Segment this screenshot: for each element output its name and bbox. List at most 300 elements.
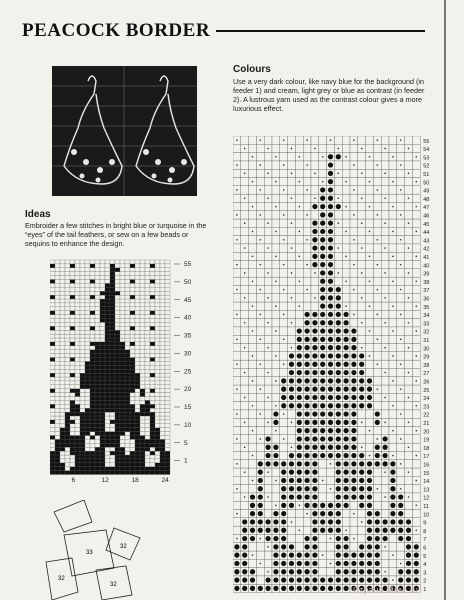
chart-cell <box>105 342 110 346</box>
stitch-dot <box>320 370 325 375</box>
stitch-dot <box>367 561 372 566</box>
stitch-dot <box>305 494 310 499</box>
stitch-dot <box>330 538 332 540</box>
stitch-dot <box>252 380 254 382</box>
chart-cell <box>60 291 65 295</box>
stitch-dot <box>345 156 347 158</box>
chart-cell <box>110 397 115 401</box>
chart-cell <box>397 144 405 152</box>
row-label: 52 <box>423 163 430 170</box>
chart-cell <box>65 268 70 272</box>
chart-cell <box>272 261 280 269</box>
chart-cell <box>140 451 145 455</box>
row-label: 15 <box>423 470 430 477</box>
chart-cell <box>280 327 288 335</box>
chart-cell <box>264 277 272 285</box>
chart-cell <box>75 400 80 404</box>
stitch-dot <box>359 387 364 392</box>
chart-cell <box>412 186 420 194</box>
stitch-dot <box>408 197 410 199</box>
chart-cell <box>75 295 80 299</box>
chart-cell <box>55 365 60 369</box>
stitch-dot <box>351 461 356 466</box>
chart-cell <box>303 302 311 310</box>
chart-cell <box>125 307 130 311</box>
chart-cell <box>280 302 288 310</box>
chart-cell <box>412 493 420 501</box>
stitch-dot <box>260 289 262 291</box>
chart-cell <box>256 451 264 459</box>
chart-cell <box>65 428 70 432</box>
chart-cell <box>303 219 311 227</box>
chart-cell <box>105 436 110 440</box>
chart-cell <box>100 268 105 272</box>
chart-cell <box>160 268 165 272</box>
chart-cell <box>405 178 413 186</box>
stitch-dot <box>414 553 419 558</box>
chart-cell <box>50 373 55 377</box>
stitch-dot <box>328 328 333 333</box>
stitch-dot <box>305 312 310 317</box>
chart-cell <box>65 451 70 455</box>
chart-cell <box>90 280 95 284</box>
chart-cell <box>70 369 75 373</box>
chart-cell <box>105 330 110 334</box>
stitch-dot <box>306 214 308 216</box>
chart-cell <box>140 322 145 326</box>
chart-cell <box>110 291 115 295</box>
row-label: 34 <box>423 313 430 320</box>
chart-cell <box>319 559 327 567</box>
chart-cell <box>150 272 155 276</box>
stitch-dot <box>250 536 255 541</box>
chart-cell <box>165 283 170 287</box>
stitch-dot <box>266 586 271 591</box>
chart-cell <box>95 416 100 420</box>
chart-cell <box>105 303 110 307</box>
chart-cell <box>90 416 95 420</box>
chart-cell <box>165 443 170 447</box>
chart-cell <box>140 381 145 385</box>
stitch-dot <box>320 337 325 342</box>
chart-cell <box>145 467 150 471</box>
chart-cell <box>358 178 366 186</box>
stitch-dot <box>322 480 324 482</box>
chart-cell <box>110 408 115 412</box>
stitch-dot <box>392 206 394 208</box>
chart-cell <box>80 404 85 408</box>
chart-cell <box>80 459 85 463</box>
stitch-dot <box>351 436 356 441</box>
chart-cell <box>155 463 160 467</box>
chart-cell <box>311 161 319 169</box>
chart-cell <box>241 410 249 418</box>
stitch-dot <box>377 438 379 440</box>
chart-cell <box>80 346 85 350</box>
stitch-dot <box>384 546 386 548</box>
chart-cell <box>55 287 60 291</box>
chart-cell <box>125 416 130 420</box>
chart-cell <box>140 311 145 315</box>
chart-cell <box>85 276 90 280</box>
stitch-dot <box>305 362 310 367</box>
stitch-dot <box>416 355 418 357</box>
chart-cell <box>145 393 150 397</box>
stitch-dot <box>361 521 363 523</box>
chart-cell <box>70 385 75 389</box>
stitch-dot <box>275 280 277 282</box>
row-label: 3 <box>423 570 427 577</box>
chart-cell <box>140 377 145 381</box>
row-label: 7 <box>423 537 427 544</box>
chart-cell <box>165 436 170 440</box>
chart-cell <box>100 404 105 408</box>
stitch-dot <box>328 577 333 582</box>
chart-cell <box>155 295 160 299</box>
chart-cell <box>130 264 135 268</box>
col-label: 6 <box>71 477 76 483</box>
chart-cell <box>241 186 249 194</box>
chart-cell <box>105 276 110 280</box>
chart-cell <box>55 397 60 401</box>
chart-cell <box>115 463 120 467</box>
chart-cell <box>85 354 90 358</box>
stitch-dot <box>336 312 341 317</box>
chart-cell <box>241 211 249 219</box>
chart-cell <box>135 404 140 408</box>
chart-cell <box>95 350 100 354</box>
stitch-dot <box>336 345 341 350</box>
stitch-dot <box>416 380 418 382</box>
chart-cell <box>397 377 405 385</box>
stitch-dot <box>236 363 238 365</box>
chart-cell <box>256 294 264 302</box>
chart-cell <box>105 451 110 455</box>
chart-cell <box>342 285 350 293</box>
stitch-dot <box>359 470 364 475</box>
stitch-dot <box>283 264 285 266</box>
chart-cell <box>288 186 296 194</box>
row-label: 50 <box>184 278 192 286</box>
chart-cell <box>155 299 160 303</box>
chart-cell <box>150 393 155 397</box>
chart-cell <box>140 330 145 334</box>
stitch-dot <box>336 528 341 533</box>
stitch-dot <box>250 519 255 524</box>
chart-cell <box>165 346 170 350</box>
chart-cell <box>155 319 160 323</box>
stitch-dot <box>267 496 269 498</box>
chart-cell <box>100 377 105 381</box>
chart-cell <box>145 291 150 295</box>
chart-cell <box>105 428 110 432</box>
chart-cell <box>50 299 55 303</box>
chart-cell <box>319 161 327 169</box>
chart-cell <box>125 443 130 447</box>
chart-cell <box>85 319 90 323</box>
chart-cell <box>75 303 80 307</box>
row-label: 17 <box>423 454 430 461</box>
chart-cell <box>125 350 130 354</box>
chart-cell <box>233 169 241 177</box>
chart-cell <box>412 136 420 144</box>
stitch-dot <box>375 536 380 541</box>
chart-cell <box>412 410 420 418</box>
stitch-dot <box>328 262 333 267</box>
row-label: 45 <box>184 296 192 304</box>
stitch-dot <box>320 254 325 259</box>
chart-cell <box>70 326 75 330</box>
chart-cell <box>55 377 60 381</box>
chart-cell <box>80 283 85 287</box>
chart-cell <box>381 153 389 161</box>
chart-cell <box>135 287 140 291</box>
chart-cell <box>140 361 145 365</box>
stitch-dot <box>281 387 286 392</box>
chart-cell <box>397 551 405 559</box>
stitch-dot <box>322 181 324 183</box>
stitch-dot <box>297 586 302 591</box>
chart-cell <box>295 194 303 202</box>
chart-cell <box>233 451 241 459</box>
chart-cell <box>135 420 140 424</box>
stitch-dot <box>328 279 333 284</box>
chart-cell <box>397 352 405 360</box>
chart-cell <box>90 358 95 362</box>
chart-cell <box>85 365 90 369</box>
chart-cell <box>165 424 170 428</box>
chart-cell <box>130 432 135 436</box>
chart-cell <box>272 485 280 493</box>
row-label: 22 <box>423 412 430 419</box>
chart-cell <box>100 428 105 432</box>
chart-cell <box>389 393 397 401</box>
chart-cell <box>288 236 296 244</box>
chart-cell <box>264 310 272 318</box>
stitch-dot <box>408 347 410 349</box>
chart-cell <box>130 276 135 280</box>
chart-cell <box>155 404 160 408</box>
chart-cell <box>389 319 397 327</box>
stitch-dot <box>338 197 340 199</box>
chart-cell <box>145 404 150 408</box>
stitch-dot <box>392 579 394 581</box>
stitch-dot <box>320 362 325 367</box>
stitch-dot <box>344 403 349 408</box>
chart-cell <box>140 436 145 440</box>
stitch-dot <box>328 154 333 159</box>
chart-cell <box>85 326 90 330</box>
chart-cell <box>130 303 135 307</box>
chart-cell <box>120 280 125 284</box>
stitch-dot <box>328 171 333 176</box>
stitch-dot <box>281 569 286 574</box>
chart-cell <box>165 389 170 393</box>
chart-cell <box>256 244 264 252</box>
stitch-dot <box>273 569 278 574</box>
stitch-dot <box>408 297 410 299</box>
chart-cell <box>233 526 241 534</box>
stitch-dot <box>281 503 286 508</box>
chart-cell <box>165 295 170 299</box>
chart-cell <box>85 420 90 424</box>
stitch-dot <box>289 478 294 483</box>
chart-cell <box>100 338 105 342</box>
chart-cell <box>75 459 80 463</box>
chart-cell <box>155 416 160 420</box>
stitch-dot <box>305 387 310 392</box>
stitch-dot <box>305 553 310 558</box>
stitch-dot <box>344 544 349 549</box>
stitch-dot <box>252 280 254 282</box>
chart-cell <box>100 381 105 385</box>
stitch-dot <box>266 453 271 458</box>
chart-cell <box>55 295 60 299</box>
stitch-dot <box>328 378 333 383</box>
stitch-dot <box>320 528 325 533</box>
chart-cell <box>120 338 125 342</box>
chart-cell <box>110 400 115 404</box>
stitch-dot <box>338 173 340 175</box>
chart-cell <box>381 161 389 169</box>
stitch-dot <box>383 577 388 582</box>
chart-cell <box>135 268 140 272</box>
chart-cell <box>60 346 65 350</box>
chart-cell <box>288 335 296 343</box>
chart-cell <box>100 463 105 467</box>
chart-cell <box>389 219 397 227</box>
chart-cell <box>145 354 150 358</box>
chart-cell <box>145 334 150 338</box>
stitch-dot <box>297 470 302 475</box>
chart-cell <box>272 294 280 302</box>
chart-cell <box>155 428 160 432</box>
chart-cell <box>85 334 90 338</box>
chart-cell <box>65 319 70 323</box>
chart-cell <box>65 280 70 284</box>
chart-cell <box>280 169 288 177</box>
chart-cell <box>358 252 366 260</box>
chart-cell <box>373 144 381 152</box>
stitch-dot <box>283 363 285 365</box>
stitch-dot <box>244 148 246 150</box>
chart-cell <box>130 447 135 451</box>
chart-cell <box>319 460 327 468</box>
stitch-dot <box>375 445 380 450</box>
chart-cell <box>280 319 288 327</box>
stitch-dot <box>252 231 254 233</box>
chart-cell <box>135 264 140 268</box>
stitch-dot <box>320 436 325 441</box>
stitch-dot <box>236 413 238 415</box>
chart-cell <box>95 381 100 385</box>
chart-cell <box>110 283 115 287</box>
chart-cell <box>145 369 150 373</box>
chart-cell <box>100 326 105 330</box>
chart-cell <box>295 219 303 227</box>
stitch-dot <box>312 428 317 433</box>
chart-cell <box>110 361 115 365</box>
chart-cell <box>150 400 155 404</box>
chart-cell <box>125 361 130 365</box>
chart-cell <box>130 322 135 326</box>
chart-cell <box>295 310 303 318</box>
chart-cell <box>50 330 55 334</box>
chart-cell <box>120 272 125 276</box>
chart-cell <box>160 451 165 455</box>
chart-cell <box>140 299 145 303</box>
chart-cell <box>60 326 65 330</box>
stitch-dot <box>414 569 419 574</box>
chart-cell <box>303 153 311 161</box>
stitch-dot <box>328 187 333 192</box>
chart-cell <box>264 285 272 293</box>
chart-cell <box>233 144 241 152</box>
stitch-dot <box>305 428 310 433</box>
stitch-dot <box>398 494 403 499</box>
chart-cell <box>80 338 85 342</box>
stitch-dot <box>281 553 286 558</box>
row-label: 5 <box>184 439 188 447</box>
chart-cell <box>105 369 110 373</box>
chart-cell <box>105 264 110 268</box>
stitch-dot <box>242 528 247 533</box>
chart-cell <box>165 303 170 307</box>
chart-cell <box>65 361 70 365</box>
chart-cell <box>75 439 80 443</box>
stitch-dot <box>336 395 341 400</box>
chart-cell <box>95 471 100 475</box>
stitch-dot <box>344 337 349 342</box>
chart-cell <box>110 315 115 319</box>
chart-cell <box>249 144 257 152</box>
chart-cell <box>55 315 60 319</box>
chart-cell <box>342 186 350 194</box>
chart-cell <box>140 283 145 287</box>
stitch-dot <box>260 164 262 166</box>
stitch-dot <box>322 554 324 556</box>
chart-cell <box>115 412 120 416</box>
chart-cell <box>160 432 165 436</box>
stitch-dot <box>390 461 395 466</box>
chart-cell <box>130 420 135 424</box>
chart-cell <box>412 194 420 202</box>
chart-cell <box>80 369 85 373</box>
chart-cell <box>155 326 160 330</box>
chart-cell <box>105 455 110 459</box>
colours-text: Use a very dark colour, like navy blue for the background (in feeder 1) and cream, light grey or blue as contrast (in feeder 2). A lustrous yarn used as the contrast colour gives a more luxurious effect. <box>233 77 425 113</box>
chart-cell <box>256 178 264 186</box>
chart-cell <box>160 447 165 451</box>
stitch-dot <box>416 231 418 233</box>
chart-cell <box>90 459 95 463</box>
chart-cell <box>366 144 374 152</box>
stitch-dot <box>328 436 333 441</box>
stitch-dot <box>328 511 333 516</box>
chart-cell <box>256 319 264 327</box>
chart-cell <box>100 459 105 463</box>
chart-cell <box>233 377 241 385</box>
stitch-dot <box>400 488 402 490</box>
stitch-dot <box>406 569 411 574</box>
chart-cell <box>389 368 397 376</box>
chart-cell <box>115 361 120 365</box>
chart-cell <box>115 373 120 377</box>
chart-cell <box>358 534 366 542</box>
chart-cell <box>150 350 155 354</box>
stitch-dot <box>359 561 364 566</box>
stitch-dot <box>345 256 347 258</box>
